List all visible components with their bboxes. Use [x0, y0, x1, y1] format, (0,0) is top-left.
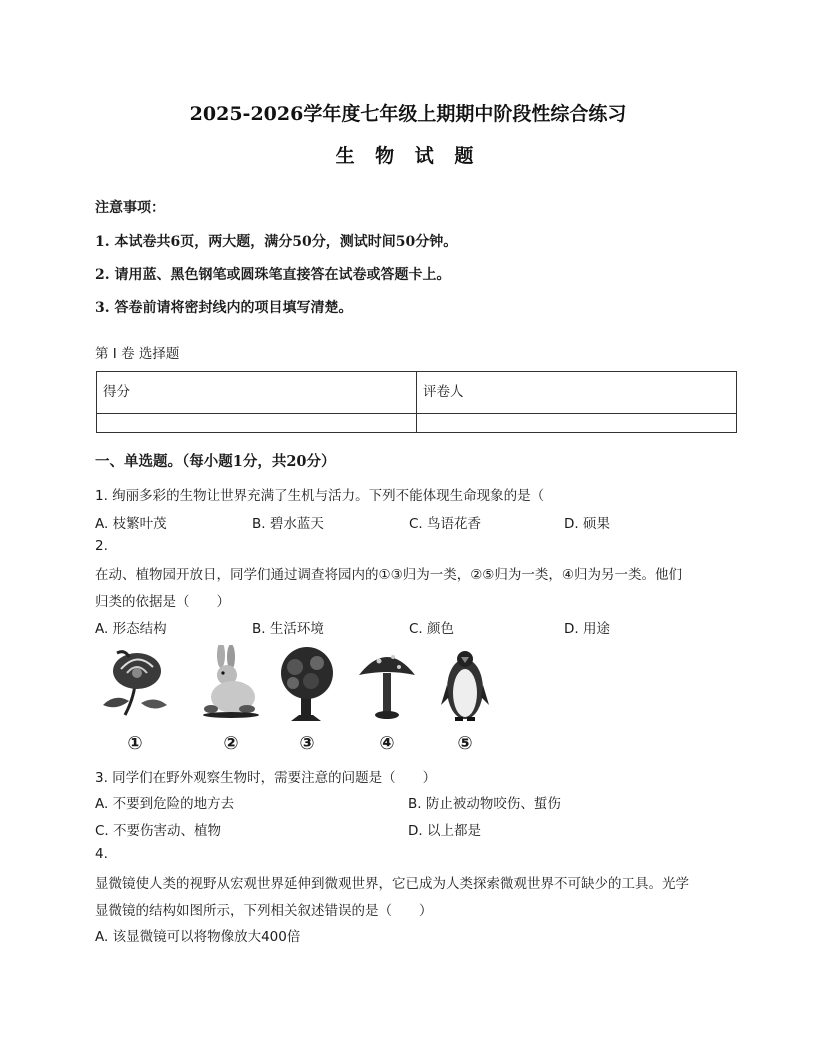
figure-label-1: ① — [127, 733, 143, 754]
question-2-option-b: B. 生活环境 — [252, 621, 324, 637]
notice-item-1: 1. 本试卷共6页，两大题，满分50分，测试时间50分钟。 — [95, 234, 458, 250]
figure-item-3 — [267, 645, 347, 755]
part-heading: 一、单选题。（每小题1分，共20分） — [95, 453, 336, 470]
question-1-option-b: B. 碧水蓝天 — [252, 516, 324, 532]
question-3-option-d: D. 以上都是 — [408, 823, 481, 839]
figure-label-5: ⑤ — [457, 733, 473, 754]
rose-icon — [95, 645, 175, 725]
question-4-option-a: A. 该显微镜可以将物像放大400倍 — [95, 929, 301, 945]
figure-item-2 — [191, 645, 271, 755]
mushroom-icon — [347, 645, 427, 725]
score-cell-blank[interactable] — [97, 414, 417, 433]
question-2-figure — [95, 645, 505, 755]
question-2-stem-line1: 在动、植物园开放日，同学们通过调查将园内的①③归为一类，②⑤归为一类，④归为另一类。他们 — [95, 567, 683, 583]
score-table — [96, 371, 737, 433]
grader-cell-label: 评卷人 — [417, 372, 737, 414]
figure-item-1 — [95, 645, 175, 755]
question-2-option-d: D. 用途 — [564, 621, 610, 637]
question-1-option-a: A. 枝繁叶茂 — [95, 516, 167, 532]
exam-title: 2025-2026学年度七年级上期期中阶段性综合练习 — [189, 103, 627, 125]
notice-item-3: 3. 答卷前请将密封线内的项目填写清楚。 — [95, 300, 353, 316]
question-2-option-c: C. 颜色 — [409, 621, 455, 637]
question-1-option-d: D. 硕果 — [564, 516, 610, 532]
tree-icon — [267, 645, 347, 725]
score-cell-label: 得分 — [97, 372, 417, 414]
question-4-number: 4. — [95, 846, 108, 862]
figure-item-5 — [425, 645, 505, 755]
question-3-option-b: B. 防止被动物咬伤、蜇伤 — [408, 796, 561, 812]
question-2-stem-line2: 归类的依据是（ ） — [95, 594, 230, 610]
question-4-stem-line2: 显微镜的结构如图所示，下列相关叙述错误的是（ ） — [95, 903, 433, 919]
figure-label-2: ② — [223, 733, 239, 754]
question-2-option-a: A. 形态结构 — [95, 621, 167, 637]
exam-subtitle: 生 物 试 题 — [335, 145, 481, 167]
penguin-icon — [425, 645, 505, 725]
section-label: 第 I 卷 选择题 — [95, 346, 180, 362]
question-3-option-a: A. 不要到危险的地方去 — [95, 796, 235, 812]
notice-item-2: 2. 请用蓝、黑色钢笔或圆珠笔直接答在试卷或答题卡上。 — [95, 267, 451, 283]
question-3-stem: 3. 同学们在野外观察生物时，需要注意的问题是（ ） — [95, 770, 437, 786]
notice-heading: 注意事项： — [95, 200, 165, 216]
rabbit-icon — [191, 645, 271, 725]
question-1-stem: 1. 绚丽多彩的生物让世界充满了生机与活力。下列不能体现生命现象的是（ — [95, 488, 545, 504]
question-2-number: 2. — [95, 538, 108, 554]
figure-label-4: ④ — [379, 733, 395, 754]
question-1-option-c: C. 鸟语花香 — [409, 516, 482, 532]
figure-item-4 — [347, 645, 427, 755]
figure-label-3: ③ — [299, 733, 315, 754]
question-4-stem-line1: 显微镜使人类的视野从宏观世界延伸到微观世界，它已成为人类探索微观世界不可缺少的工具。光学 — [95, 876, 689, 892]
grader-cell-blank[interactable] — [417, 414, 737, 433]
question-3-option-c: C. 不要伤害动、植物 — [95, 823, 222, 839]
